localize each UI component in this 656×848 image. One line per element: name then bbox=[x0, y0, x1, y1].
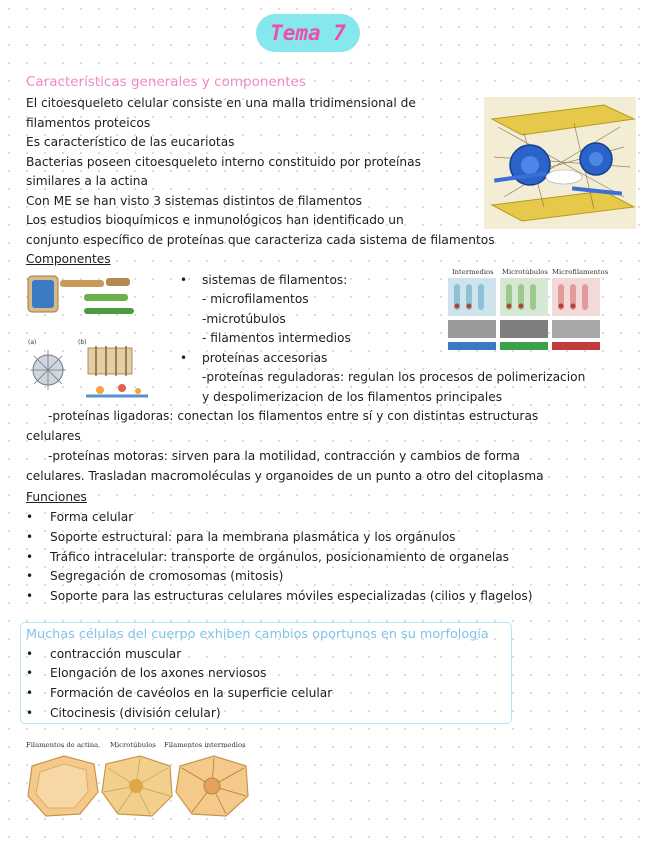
title-pill bbox=[256, 14, 360, 52]
bullet-dot: • bbox=[180, 273, 188, 287]
filament-micrographs-figure bbox=[446, 266, 632, 358]
cambio-item: contracción muscular bbox=[50, 647, 182, 661]
text-line-motoras: -proteínas motoras: sirven para la motilidad, contracción y cambios de forma bbox=[48, 449, 520, 463]
section-heading-caracteristicas: Características generales y componentes bbox=[26, 74, 306, 90]
funcion-item: Tráfico intracelular: transporte de orgánulos, posicionamiento de organelas bbox=[50, 550, 510, 564]
funcion-item: Soporte para las estructuras celulares móviles especializadas (cilios y flagelos) bbox=[50, 589, 533, 603]
text-line: similares a la actina bbox=[26, 174, 148, 188]
cell-label-microtubulos: Microtúbulos bbox=[110, 741, 156, 749]
cell-label-actina: Filamentos de actina bbox=[26, 741, 99, 749]
componentes-sub-intermedios: - filamentos intermedios bbox=[202, 331, 351, 345]
text-line-motoras-cont: celulares. Trasladan macromoléculas y organoides de un punto a otro del citoplasma bbox=[26, 469, 544, 483]
componentes-sub-microfilamentos: - microfilamentos bbox=[202, 292, 309, 306]
text-line: El citoesqueleto celular consiste en una malla tridimensional de bbox=[26, 96, 416, 110]
svg-text:(a): (a) bbox=[28, 339, 37, 346]
cell-shapes-illustration bbox=[24, 752, 254, 820]
cell-label-intermedios: Filamentos intermedios bbox=[164, 741, 246, 749]
filaments-diagram-bottom bbox=[26, 336, 154, 408]
bullet-dot: • bbox=[26, 686, 34, 700]
filaments-diagram-top bbox=[24, 270, 144, 328]
componentes-sub-microtubulos: -microtúbulos bbox=[202, 312, 286, 326]
text-line: Bacterias poseen citoesqueleto interno constituido por proteínas bbox=[26, 155, 421, 169]
figure-label: Microfilamentos bbox=[552, 268, 609, 276]
bullet-dot: • bbox=[26, 569, 34, 583]
text-line-reguladoras-cont: y despolimerizacion de los filamentos principales bbox=[202, 390, 503, 404]
bullet-dot: • bbox=[26, 666, 34, 680]
bullet-dot: • bbox=[26, 589, 34, 603]
cambio-item: Elongación de los axones nerviosos bbox=[50, 666, 267, 680]
micrograph-panels bbox=[446, 278, 632, 358]
cambio-item: Formación de cavéolos en la superficie celular bbox=[50, 686, 333, 700]
text-line-ligadoras: -proteínas ligadoras: conectan los filamentos entre sí y con distintas estructuras bbox=[48, 409, 539, 423]
page-title: Tema 7 bbox=[270, 21, 346, 45]
svg-text:(b): (b) bbox=[78, 339, 87, 346]
bullet-dot: • bbox=[26, 510, 34, 524]
text-line: Con ME se han visto 3 sistemas distintos de filamentos bbox=[26, 194, 362, 208]
funciones-heading: Funciones bbox=[26, 490, 87, 504]
bullet-dot: • bbox=[26, 647, 34, 661]
bullet-dot: • bbox=[180, 351, 188, 365]
bullet-dot: • bbox=[26, 530, 34, 544]
cambio-item: Citocinesis (división celular) bbox=[50, 706, 221, 720]
componentes-bullet-accesorias: proteínas accesorias bbox=[202, 351, 328, 365]
cytoskeleton-3d-illustration bbox=[484, 97, 636, 229]
bullet-dot: • bbox=[26, 550, 34, 564]
componentes-bullet-sistemas: sistemas de filamentos: bbox=[202, 273, 348, 287]
text-line-reguladoras: -proteínas reguladoras: regulan los procesos de polimerizacion bbox=[202, 370, 586, 384]
figure-label: Intermedios bbox=[452, 268, 494, 276]
text-line: Es característico de las eucariotas bbox=[26, 135, 235, 149]
text-line-ligadoras-cont: celulares bbox=[26, 429, 81, 443]
componentes-heading: Componentes bbox=[26, 252, 111, 266]
text-line: conjunto específico de proteínas que caracteriza cada sistema de filamentos bbox=[26, 233, 495, 247]
cambios-heading: Muchas células del cuerpo exhiben cambios oportunos en su morfología bbox=[26, 627, 489, 642]
figure-label: Microtúbulos bbox=[502, 268, 548, 276]
funcion-item: Forma celular bbox=[50, 510, 134, 524]
text-line: filamentos proteicos bbox=[26, 116, 151, 130]
funcion-item: Soporte estructural: para la membrana plasmática y los orgánulos bbox=[50, 530, 456, 544]
bullet-dot: • bbox=[26, 706, 34, 720]
text-line: Los estudios bioquímicos e inmunológicos han identificado un bbox=[26, 213, 404, 227]
funcion-item: Segregación de cromosomas (mitosis) bbox=[50, 569, 284, 583]
